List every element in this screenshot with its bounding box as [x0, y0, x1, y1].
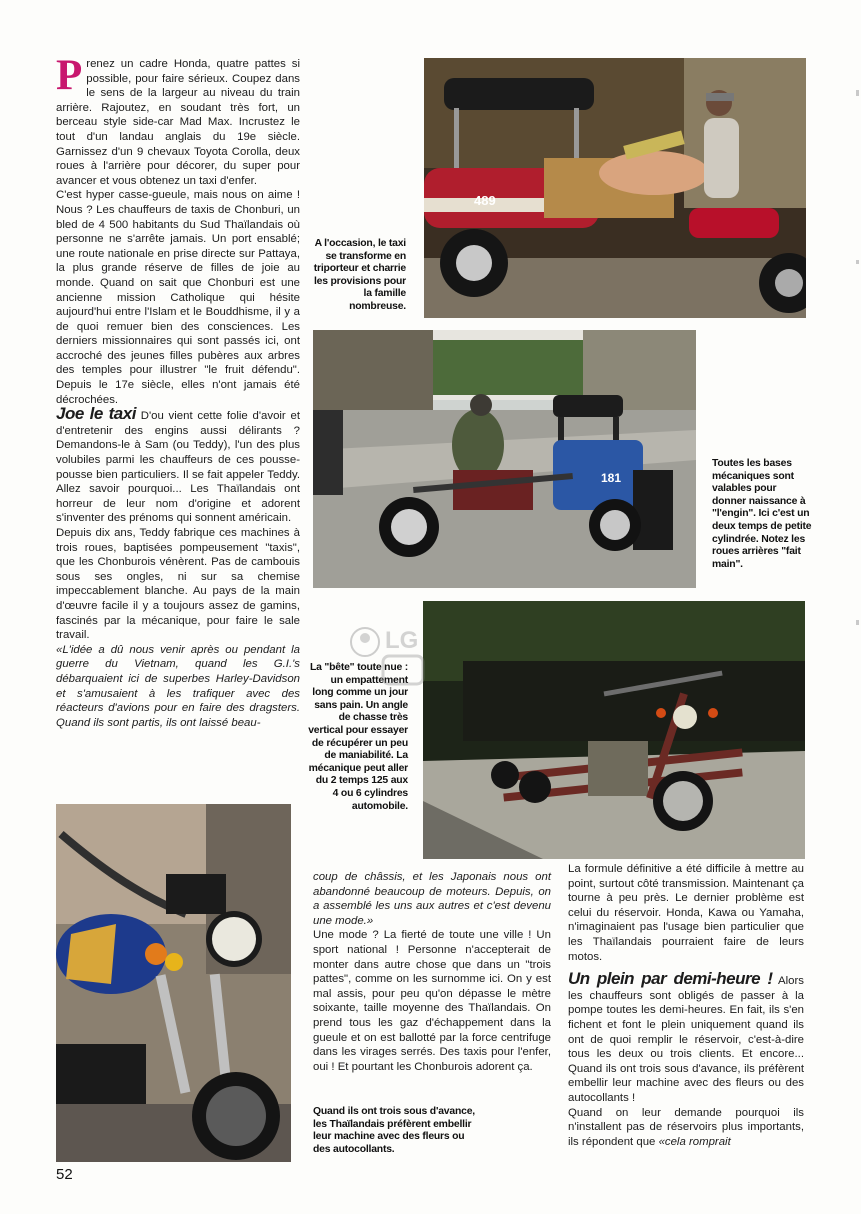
gutter-mark [856, 260, 859, 264]
paragraph-reservoir-quote: «cela romprait [658, 1135, 731, 1148]
intro-text: renez un cadre Honda, quatre pattes si possible, pour faire sérieux. Coupez dans le sens de la largeur au niveau du train arrière. Rajoutez, en soudant très fort, un berceau style side-car Mad Max. Incrustez le tout d'un landau anglais du 19e siècle. Garnissez d'un 9 chevaux Toyota Corolla, deux roues à l'arrière pour décorer, du super pour avancer et vous obtenez un taxi d'enfer. [56, 58, 300, 187]
paragraph-teddy: Depuis dix ans, Teddy fabrique ces machines à trois roues, baptisées pompeusement "taxis", que les Chonburois vénèrent. Pas de cambouis sous ses ongles, ni sur sa chemise impeccablement blanche. Au pays de la main d'œuvre facile il y a toujours assez de gamins, fascinés par la mécanique, pour faire le sale travail. [56, 527, 300, 642]
caption-bases-mecaniques: Toutes les bases mécaniques sont valables pour donner naissance à "l'engin". Ici c'est un deux temps de petite cylindrée. Notez les roues arrières "fait main". [712, 458, 812, 570]
plate-489: 489 [474, 193, 496, 208]
drop-cap: P [56, 52, 83, 99]
quote-part-1-text: «L'idée a dû nous venir après ou pendant la guerre du Vietnam, quand les G.I.'s débarquaient ici de superbes Harley-Davidson et s'amusaient à les trafiquer avec des réacteurs d'avions pour en faire des dragsters. Quand ils sont partis, ils ont laissé beau- [56, 643, 300, 729]
quote-part-2 [313, 870, 551, 928]
paragraph-mode: Une mode ? La fierté de toute une ville ! Un sport national ! Personne n'accepterait de monter dans autre chose que dans un "trois pattes", comme on les surnomme ici. On y est mal assis, pour peu qu'on dépasse le mètre soixante, taille moyenne des Thaïlandais. On prend tous les gaz d'échappement dans la gueule et on est ballotté par la force centrifuge dans les virages serrés. Des taxis pour l'enfer, oui ! Et pourtant les Chonburois adorent ça. [313, 929, 551, 1073]
caption-bete-nue: La "bête" toute nue : un empattement long comme un jour sans pain. Un angle de chasse très vertical pour essayer de récupérer un peu de maniabilité. La mécanique peut aller du 2 temps 125 aux 4 ou 6 cylindres automobile. [308, 662, 408, 812]
gutter-mark [856, 90, 859, 96]
paragraph-plein [568, 969, 804, 1105]
paragraph-reservoir [568, 1106, 804, 1150]
section-heading-joe-le-taxi: Joe le taxi [56, 404, 136, 424]
section-heading-plein: Un plein par demi-heure ! [568, 969, 773, 989]
photo-motorcycle-flowers [56, 804, 291, 1162]
caption-fleurs: Quand ils ont trois sous d'avance, les Thaïlandais préfèrent embellir leur machine avec des fleurs ou des autocollants. [313, 1106, 475, 1155]
paragraph-plein-text: Alors les chauffeurs sont obligés de passer à la pompe toutes les demi-heures. En fait, ils s'en fichent et font le plein uniquement quand ils ont de quoi remplir le réservoir, c'est-à-dire tous les deux ou trois clients. Et encore... Quand ils ont trois sous d'avance, ils préfèrent embellir leur machine avec des fleurs ou des autocollants ! [568, 975, 804, 1104]
paragraph-joe [56, 404, 300, 526]
article-column-1 [56, 52, 300, 730]
article-column-2 [313, 870, 551, 1074]
photo-loaded-trike-taxi [424, 58, 806, 318]
plate-181: 181 [601, 471, 622, 485]
gutter-mark [856, 620, 859, 625]
paragraph-formule: La formule définitive a été difficile à mettre au point, surtout côté transmission. Maintenant ça tourne à peu près. Le dernier problème est celui du réservoir. Honda, Kawa ou Yamaha, n'imaginaient pas l'usage bien particulier que les Thaïlandais pourraient faire de leurs motos. [568, 863, 804, 963]
quote-part-2-text: coup de châssis, et les Japonais nous ont abandonné beaucoup de moteurs. Depuis, on a assemblé les uns aux autres et c'est devenu une mode.» [313, 871, 551, 927]
photo-bare-chassis [423, 601, 805, 859]
paragraph-joe-text: D'ou vient cette folie d'avoir et d'entretenir des engins aussi délirants ? Demandons-le à Sam (ou Teddy), l'un des plus volubiles parmi les chauffeurs de ces pousse-pousse bien particuliers. Il se fait appeler Teddy. Allez savoir pourquoi... Les Thaïlandais ont horreur de leur nom d'origine et adorent s'inventer des prénoms qui sonnent américain. [56, 410, 300, 525]
watermark-stamp [343, 612, 433, 698]
page-number: 52 [56, 1166, 73, 1183]
intro-paragraph [56, 52, 300, 188]
photo-rider-street-trike [313, 330, 696, 588]
quote-part-1 [56, 643, 300, 731]
watermark-letters: LG [385, 627, 419, 654]
caption-triporteur: A l'occasion, le taxi se transforme en triporteur et charrie les provisions pour la famille nombreuse. [313, 238, 406, 312]
article-column-3 [568, 862, 804, 1149]
paragraph-reservoir-text: Quand on leur demande pourquoi ils n'installent pas de réservoirs plus importants, ils répondent que [568, 1106, 804, 1148]
paragraph-chonburi: C'est hyper casse-gueule, mais nous on aime ! Nous ? Les chauffeurs de taxis de Chonburi, un bled de 4 500 habitants du Sud Thaïlandais où personne ne s'arrête jamais. Un port ensablé; une route nationale en prise directe sur Pattaya, la plus grande réserve de filles de joie au monde. Quand on sait que Chonburi est une ancienne mission Catholique qui hésite aujourd'hui entre l'Islam et le Bouddhisme, il y a de quoi remuer bien des consciences. Les derniers missionnaires qui sont passés ici, ont accroché des jeunes filles pubères aux arbres des temples pour illustrer "le fruit défendu". Depuis le 17e siècle, elles n'ont jamais été décrochées. [56, 189, 300, 406]
